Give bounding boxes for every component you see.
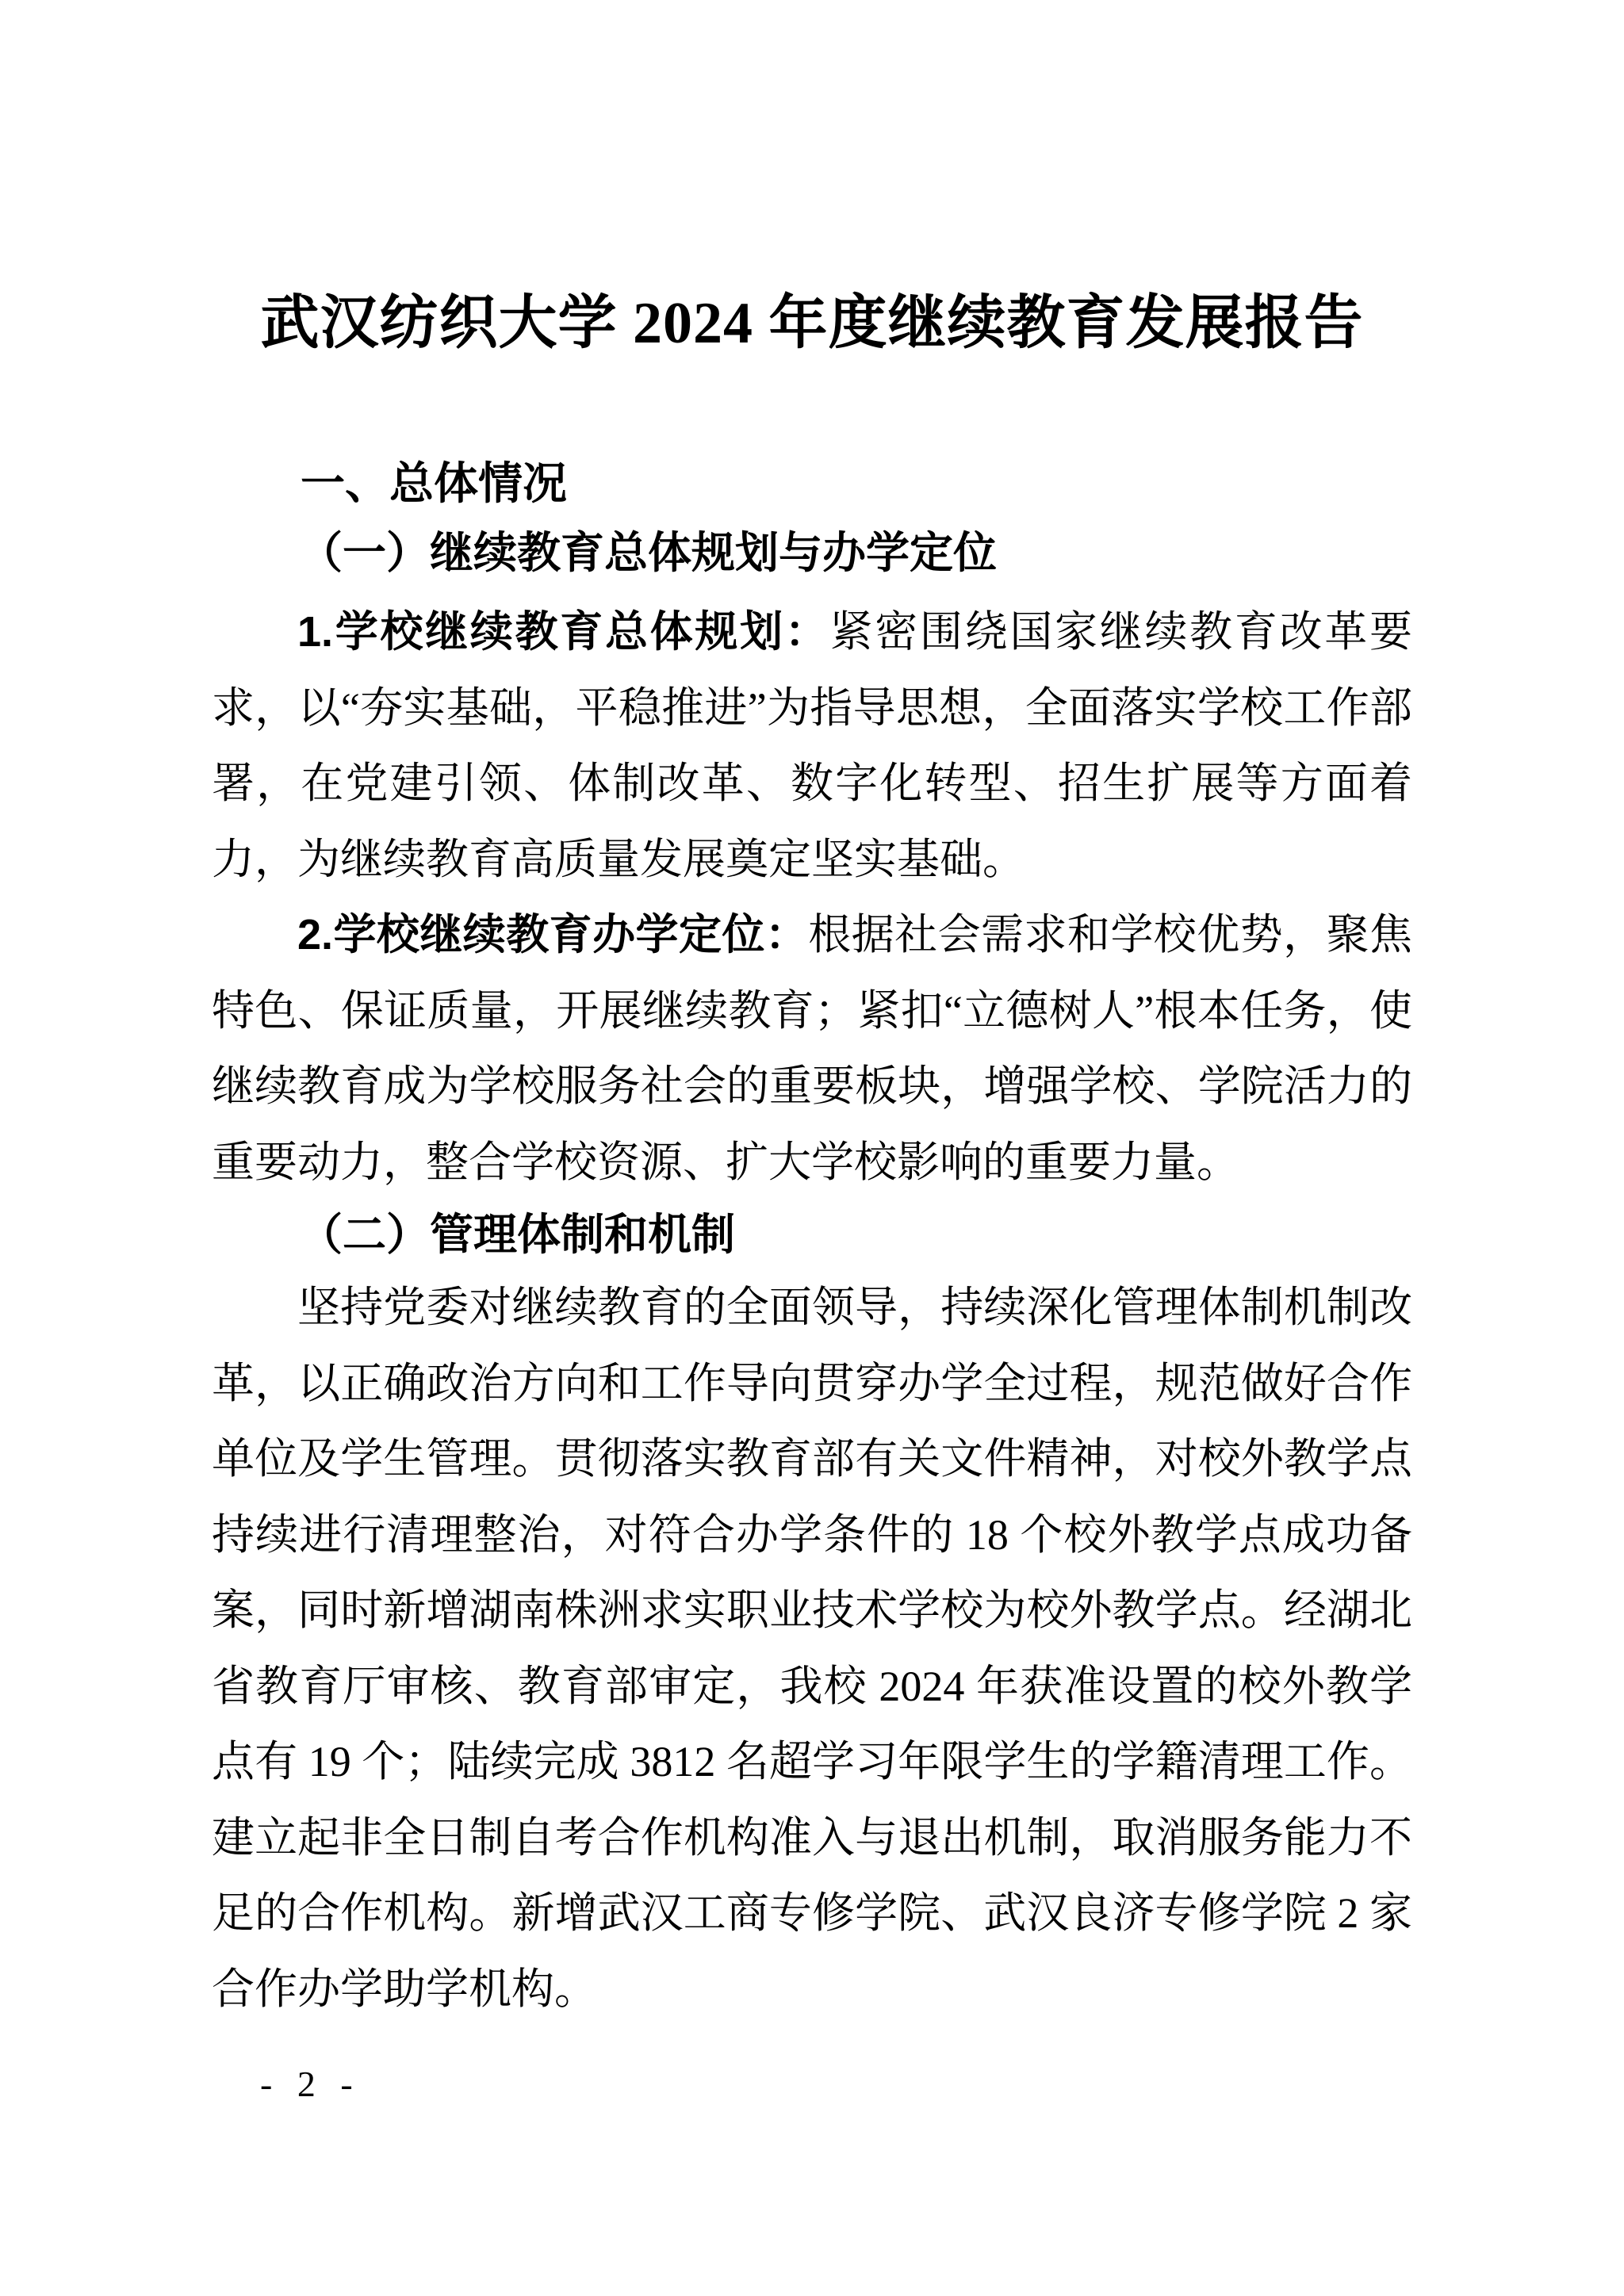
paragraph-school-positioning bbox=[212, 897, 1412, 1200]
page-number: - 2 - bbox=[260, 2064, 361, 2104]
paragraph-lead-school-positioning: 2.学校继续教育办学定位： bbox=[297, 911, 809, 959]
paragraph-text-school-positioning: 根据社会需求和学校优势，聚焦特色、保证质量，开展继续教育；紧扣“立德树人”根本任务，使继续教育成为学校服务社会的重要板块，增强学校、学院活力的重要动力，整合学校资源、扩大学校影响的重要力量。 bbox=[212, 911, 1412, 1186]
paragraph-text-overall-planning: 紧密围绕国家继续教育改革要求，以“夯实基础，平稳推进”为指导思想，全面落实学校工作部署，在党建引领、体制改革、数字化转型、招生扩展等方面着力，为继续教育高质量发展奠定坚实基础。 bbox=[212, 608, 1412, 883]
paragraph-management-system: 坚持党委对继续教育的全面领导，持续深化管理体制机制改革，以正确政治方向和工作导向贯穿办学全过程，规范做好合作单位及学生管理。贯彻落实教育部有关文件精神，对校外教学点持续进行清理整治，对符合办学条件的 18 个校外教学点成功备案，同时新增湖南株洲求实职业技术学校为校外教学点。经湖北省教育厅审核、教育部审定，我校 2024 年获准设置的校外教学点有 19 个；陆续完成 3812 名超学习年限学生的学籍清理工作。建立起非全日制自考合作机构准入与退出机制，取消服务能力不足的合作机构。新增武汉工商专修学院、武汉良济专修学院 2 家合作办学助学机构。 bbox=[212, 1284, 1412, 2013]
document-title: 武汉纺织大学 2024 年度继续教育发展报告 bbox=[260, 291, 1364, 356]
subsection-heading-management-system: （二）管理体制和机制 bbox=[299, 1211, 736, 1259]
subsection-heading-planning-positioning: （一）继续教育总体规划与办学定位 bbox=[299, 529, 998, 577]
paragraph-overall-planning bbox=[212, 595, 1412, 897]
paragraph-lead-overall-planning: 1.学校继续教育总体规划： bbox=[297, 608, 830, 656]
section-heading-overview: 一、总体情况 bbox=[301, 458, 567, 508]
